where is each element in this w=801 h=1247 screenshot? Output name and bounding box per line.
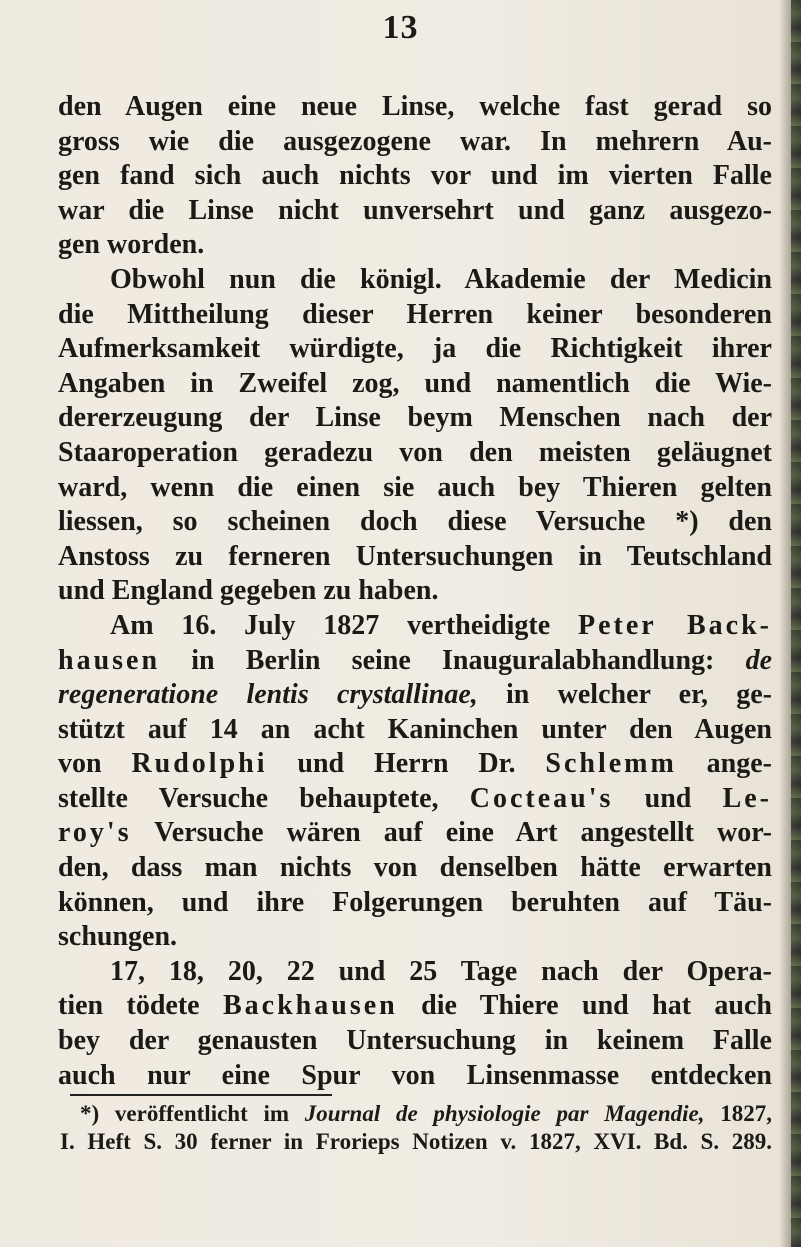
person-name: Le- <box>722 782 773 814</box>
text-line: können, und ihre Folgerungen beruhten auf Täu- <box>58 886 772 918</box>
text-run: ange- <box>676 748 772 780</box>
text-line <box>58 782 772 817</box>
text-line: den Augen eine neue Linse, welche fast gerad so <box>58 91 772 122</box>
text-line: auch nur eine Spur von Linsenmasse entdecken <box>58 1059 772 1091</box>
text-line: gen fand sich auch nichts vor und im vierten Falle <box>58 160 772 192</box>
text-run: *) veröffentlicht im <box>80 1101 305 1126</box>
text-line: bey der genausten Untersuchung in keinem Falle <box>58 1025 772 1057</box>
main-text <box>58 90 772 1093</box>
text-line <box>58 989 772 1024</box>
latin-title: regeneratione lentis crystallinae, <box>58 679 478 711</box>
text-run: Versuche wären auf eine Art angestellt wor- <box>131 817 772 849</box>
text-line: war die Linse nicht unversehrt und ganz ausgezo- <box>58 194 772 226</box>
text-line: Staaroperation geradezu von den meisten geläugnet <box>58 436 772 468</box>
journal-title: Journal de physiologie par Magendie, <box>304 1101 705 1126</box>
text-run: tien tödete <box>58 990 223 1022</box>
footnote <box>60 1100 772 1156</box>
person-name: Rudolphi <box>131 748 268 780</box>
binding-edge <box>791 0 801 1247</box>
person-name: Cocteau's <box>469 782 614 814</box>
text-line: Obwohl nun die königl. Akademie der Medicin <box>110 263 772 295</box>
text-line: stützt auf 14 an acht Kaninchen unter den Augen <box>58 713 772 745</box>
text-line: schungen. <box>58 921 178 953</box>
text-line <box>58 747 772 782</box>
text-run: und <box>613 782 723 814</box>
text-run: von <box>58 748 132 780</box>
text-run: in Berlin seine Inauguralabhandlung: <box>160 644 746 676</box>
text-line <box>58 816 772 851</box>
person-name: roy's <box>58 817 132 849</box>
footnote-line <box>60 1100 772 1128</box>
text-line: liessen, so scheinen doch diese Versuche *) den <box>58 506 772 538</box>
text-run: 1827, <box>704 1101 773 1126</box>
latin-title: de <box>745 644 772 676</box>
page-number: 13 <box>382 9 419 46</box>
text-run: in welcher er, ge- <box>477 679 772 711</box>
person-name: Backhausen <box>223 990 398 1022</box>
text-line: dererzeugung der Linse beym Menschen nach der <box>58 402 772 434</box>
text-run: Am 16. July 1827 vertheidigte <box>110 609 578 641</box>
footnote-line: I. Heft S. 30 ferner in Frorieps Notizen v. 1827, XVI. Bd. S. 289. <box>60 1129 772 1154</box>
text-line: ward, wenn die einen sie auch bey Thieren gelten <box>58 471 772 503</box>
footnote-rule <box>70 1094 332 1096</box>
text-line <box>58 609 772 644</box>
text-run: stellte Versuche behauptete, <box>58 782 470 814</box>
text-line: Anstoss zu ferneren Untersuchungen in Teutschland <box>58 540 772 572</box>
text-line: den, dass man nichts von denselben hätte erwarten <box>58 852 772 884</box>
text-run: die Thiere und hat auch <box>397 990 773 1022</box>
text-line: 17, 18, 20, 22 und 25 Tage nach der Opera- <box>110 955 772 987</box>
person-name: Peter Back- <box>577 609 772 641</box>
text-line: die Mittheilung dieser Herren keiner besonderen <box>58 298 772 330</box>
person-name: Schlemm <box>545 748 677 780</box>
text-line: Aufmerksamkeit würdigte, ja die Richtigkeit ihrer <box>58 333 772 365</box>
text-line: gen worden. <box>58 229 205 261</box>
text-line <box>58 644 772 679</box>
text-line: und England gegeben zu haben. <box>58 575 439 607</box>
text-line <box>58 678 772 713</box>
text-run: und Herrn Dr. <box>267 748 546 780</box>
text-line: Angaben in Zweifel zog, und namentlich die Wie- <box>58 367 772 399</box>
person-name: hausen <box>58 644 161 676</box>
text-line: gross wie die ausgezogene war. In mehrern Au- <box>58 125 772 157</box>
